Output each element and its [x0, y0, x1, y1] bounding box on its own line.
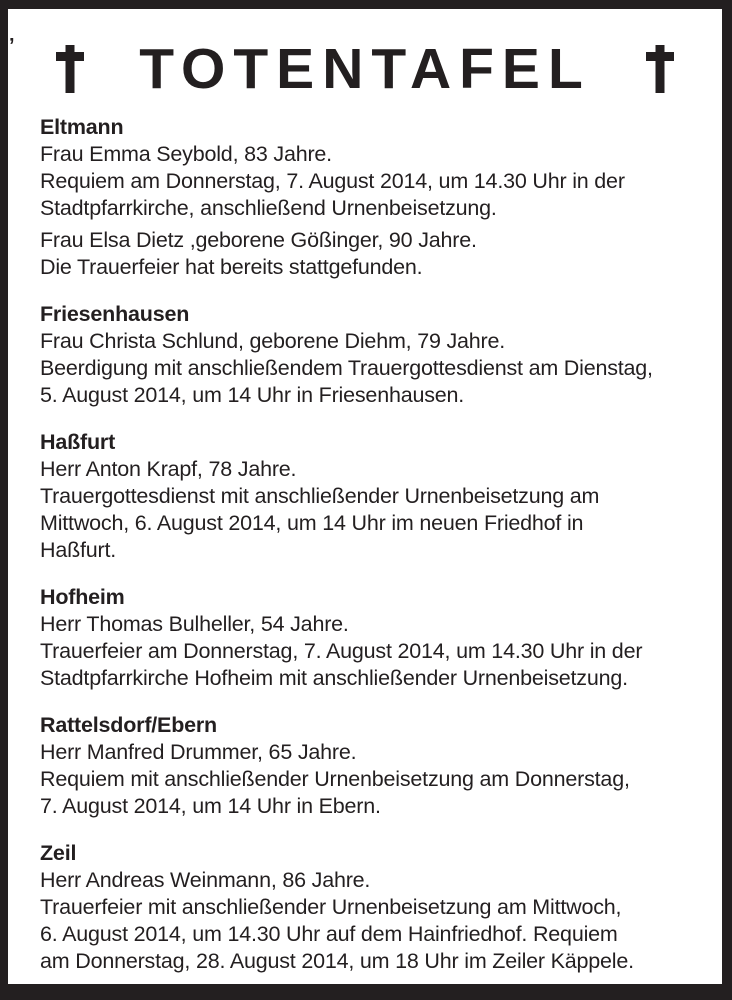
- notice-line: Herr Andreas Weinmann, 86 Jahre.: [40, 868, 371, 892]
- section-body: [40, 328, 702, 409]
- town-section: [40, 301, 702, 409]
- notice-line: Mittwoch, 6. August 2014, um 14 Uhr im neuen Friedhof in: [40, 511, 584, 535]
- notice-paragraph: [40, 611, 702, 692]
- town-heading: Eltmann: [40, 115, 124, 139]
- notice-paragraph: [40, 227, 702, 281]
- notice-line: Stadtpfarrkirche Hofheim mit anschließender Urnenbeisetzung.: [40, 666, 628, 690]
- notice-line: 6. August 2014, um 14.30 Uhr auf dem Hainfriedhof. Requiem: [40, 922, 618, 946]
- notice-paragraph: [40, 456, 702, 564]
- town-section: [40, 584, 702, 692]
- town-heading: Haßfurt: [40, 430, 116, 454]
- town-section: [40, 712, 702, 820]
- notice-paragraph: [40, 328, 702, 409]
- notice-paragraph: [40, 867, 702, 975]
- notice-paragraph: [40, 739, 702, 820]
- notice-line: Frau Christa Schlund, geborene Diehm, 79 Jahre.: [40, 329, 506, 353]
- town-section: [40, 840, 702, 975]
- notice-line: Stadtpfarrkirche, anschließend Urnenbeisetzung.: [40, 196, 497, 220]
- notice-line: Trauerfeier mit anschließender Urnenbeisetzung am Mittwoch,: [40, 895, 622, 919]
- latin-cross-icon: [646, 45, 674, 93]
- notice-line: Requiem mit anschließender Urnenbeisetzung am Donnerstag,: [40, 767, 630, 791]
- section-body: [40, 739, 702, 820]
- town-heading: Zeil: [40, 841, 77, 865]
- notice-line: Beerdigung mit anschließendem Trauergottesdienst am Dienstag,: [40, 356, 653, 380]
- notice-line: Frau Emma Seybold, 83 Jahre.: [40, 142, 332, 166]
- page-title: TOTENTAFEL: [139, 37, 591, 101]
- notice-line: Herr Thomas Bulheller, 54 Jahre.: [40, 612, 349, 636]
- town-section: [40, 114, 702, 281]
- notice-line: Herr Manfred Drummer, 65 Jahre.: [40, 740, 357, 764]
- notice-line: Haßfurt.: [40, 538, 117, 562]
- notice-line: Requiem am Donnerstag, 7. August 2014, um 14.30 Uhr in der: [40, 169, 625, 193]
- town-heading: Rattelsdorf/Ebern: [40, 713, 217, 737]
- notice-line: 7. August 2014, um 14 Uhr in Ebern.: [40, 794, 381, 818]
- notice-line: 5. August 2014, um 14 Uhr in Friesenhausen.: [40, 383, 465, 407]
- notice-line: Die Trauerfeier hat bereits stattgefunden.: [40, 255, 423, 279]
- scan-artifact-mark: ’: [9, 35, 15, 57]
- latin-cross-icon: [56, 45, 84, 93]
- masthead: [8, 37, 722, 101]
- notice-line: Frau Elsa Dietz ,geborene Gößinger, 90 Jahre.: [40, 228, 477, 252]
- section-body: [40, 867, 702, 975]
- notice-line: Trauerfeier am Donnerstag, 7. August 2014, um 14.30 Uhr in der: [40, 639, 643, 663]
- section-body: [40, 456, 702, 564]
- notice-line: am Donnerstag, 28. August 2014, um 18 Uhr im Zeiler Käppele.: [40, 949, 634, 973]
- section-body: [40, 611, 702, 692]
- town-heading: Friesenhausen: [40, 302, 190, 326]
- town-section: [40, 429, 702, 564]
- notice-paragraph: [40, 141, 702, 222]
- town-heading: Hofheim: [40, 585, 125, 609]
- section-body: [40, 141, 702, 281]
- notice-list: [40, 114, 702, 975]
- notice-line: Herr Anton Krapf, 78 Jahre.: [40, 457, 297, 481]
- notice-line: Trauergottesdienst mit anschließender Urnenbeisetzung am: [40, 484, 600, 508]
